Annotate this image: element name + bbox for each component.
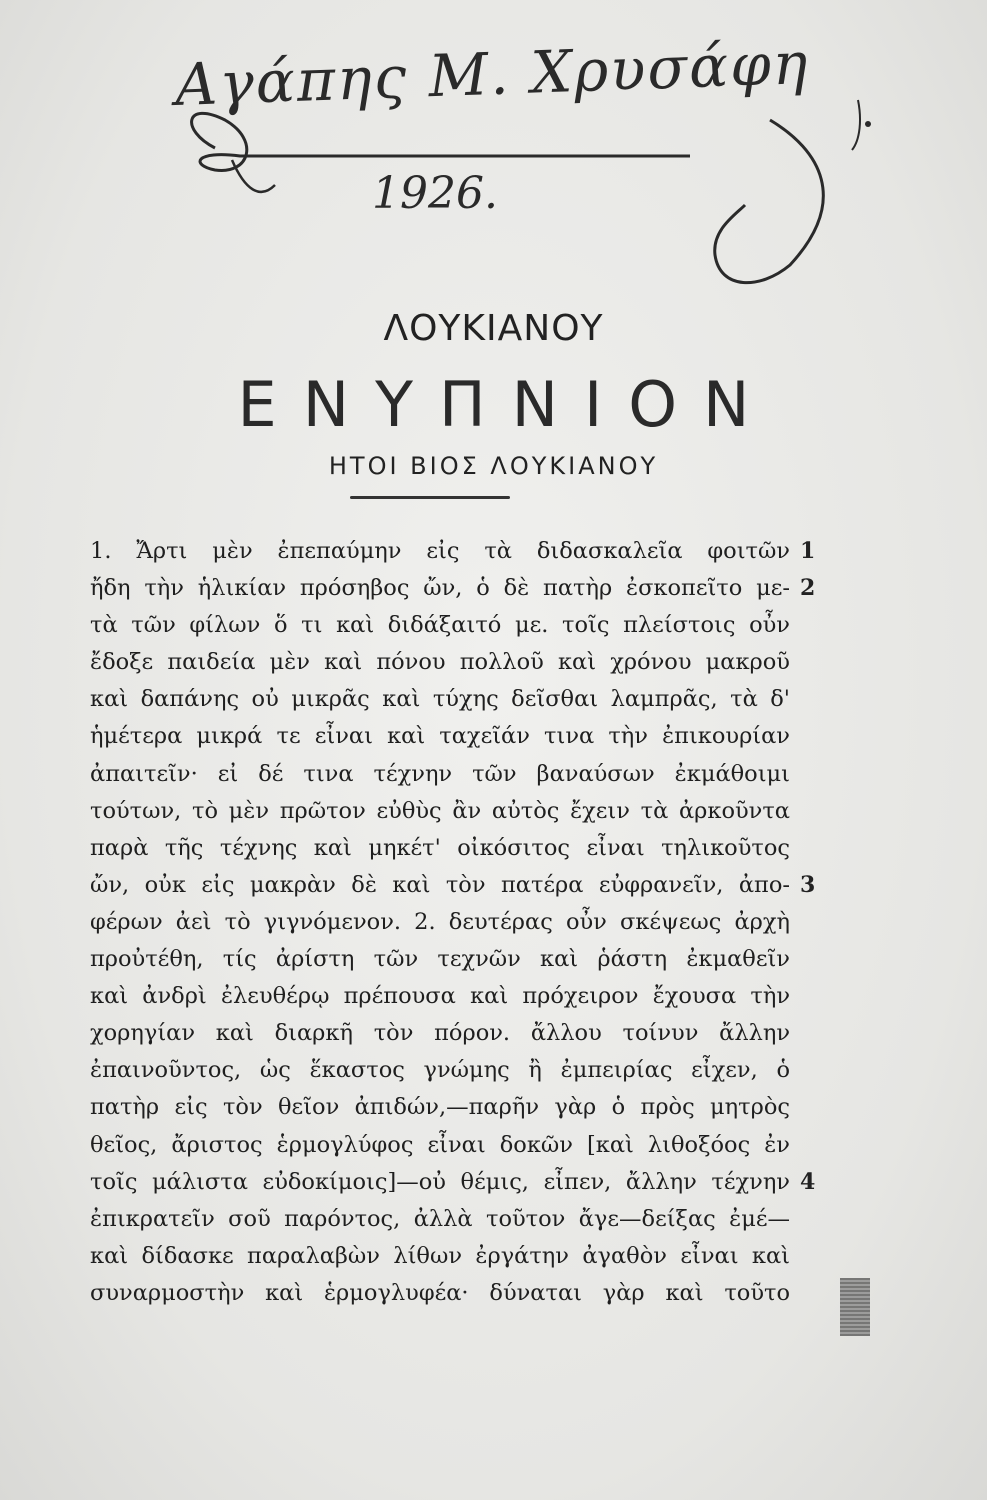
text-line: προὐτέθη, τίς ἀρίστη τῶν τεχνῶν καὶ ῥάστη ἐκμαθεῖν (90, 946, 790, 973)
text-line: ἀπαιτεῖν· εἰ δέ τινα τέχνην τῶν βαναύσων ἐκμάθοιμι (90, 760, 790, 787)
text-line: ἤδη τὴν ἡλικίαν πρόσηβος ὤν, ὁ δὲ πατὴρ ἐσκοπεῖτο με- (90, 575, 790, 602)
handwritten-inscription (0, 0, 987, 300)
handwritten-year: 1926. (372, 168, 498, 219)
margin-number: 2 (800, 575, 816, 602)
text-line: ἐπαινοῦντος, ὡς ἕκαστος γνώμης ἢ ἐμπειρίας εἶχεν, ὁ (90, 1057, 790, 1084)
work-subtitle: ΗΤΟΙ ΒΙΟΣ ΛΟΥΚΙΑΝΟΥ (328, 452, 659, 480)
margin-number: 4 (800, 1168, 816, 1195)
text-line: 1. Ἄρτι μὲν ἐπεπαύμην εἰς τὰ διδασκαλεῖα φοιτῶν (90, 538, 790, 564)
margin-number: 1 (800, 538, 816, 564)
text-line: συναρμοστὴν καὶ ἑρμογλυφέα· δύναται γὰρ καὶ τοῦτο (90, 1279, 790, 1306)
text-line: θεῖος, ἄριστος ἑρμογλύφος εἶναι δοκῶν [καὶ λιθοξόος ἐν (90, 1131, 790, 1158)
text-line: καὶ δαπάνης οὐ μικρᾶς καὶ τύχης δεῖσθαι λαμπρᾶς, τὰ δ' (90, 686, 790, 713)
body-text (90, 533, 790, 1312)
author-heading: ΛΟΥΚΙΑΝΟΥ (383, 308, 604, 349)
text-line: τούτων, τὸ μὲν πρῶτον εὐθὺς ἂν αὐτὸς ἔχειν τὰ ἀρκοῦντα (90, 797, 790, 824)
text-line: πατὴρ εἰς τὸν θεῖον ἀπιδών,—παρῆν γὰρ ὁ πρὸς μητρὸς (90, 1094, 790, 1121)
work-title: ΕΝΥΠΝΙΟΝ (237, 368, 776, 441)
handwritten-name: Αγάπης Μ. Χρυσάφη (174, 28, 811, 120)
text-line: παρὰ τῆς τέχνης καὶ μηκέτ' οἰκόσιτος εἶναι τηλικοῦτος (90, 834, 790, 861)
text-line: καὶ δίδασκε παραλαβὼν λίθων ἐργάτην ἀγαθὸν εἶναι καὶ (90, 1242, 790, 1269)
margin-number: 3 (800, 871, 816, 898)
text-line: καὶ ἀνδρὶ ἐλευθέρῳ πρέπουσα καὶ πρόχειρον ἔχουσα τὴν (90, 983, 790, 1010)
text-line: ἔδοξε παιδεία μὲν καὶ πόνου πολλοῦ καὶ χρόνου μακροῦ (90, 649, 790, 676)
text-line: φέρων ἀεὶ τὸ γιγνόμενον. 2. δευτέρας οὖν σκέψεως ἀρχὴ (90, 908, 790, 935)
title-divider (350, 496, 510, 499)
text-line: ἡμέτερα μικρά τε εἶναι καὶ ταχεῖάν τινα τὴν ἐπικουρίαν (90, 723, 790, 750)
text-line: τὰ τῶν φίλων ὅ τι καὶ διδάξαιτό με. τοῖς πλείστοις οὖν (90, 612, 790, 639)
text-line: τοῖς μάλιστα εὐδοκίμοις]—οὐ θέμις, εἶπεν, ἄλλην τέχνην (90, 1168, 790, 1195)
pencil-mark (840, 1278, 870, 1336)
text-line: ἐπικρατεῖν σοῦ παρόντος, ἀλλὰ τοῦτον ἄγε—δείξας ἐμέ— (90, 1205, 790, 1232)
text-line: χορηγίαν καὶ διαρκῆ τὸν πόρον. ἄλλου τοίνυν ἄλλην (90, 1020, 790, 1047)
text-line: ὤν, οὐκ εἰς μακρὰν δὲ καὶ τὸν πατέρα εὐφρανεῖν, ἀπο- (90, 871, 790, 898)
